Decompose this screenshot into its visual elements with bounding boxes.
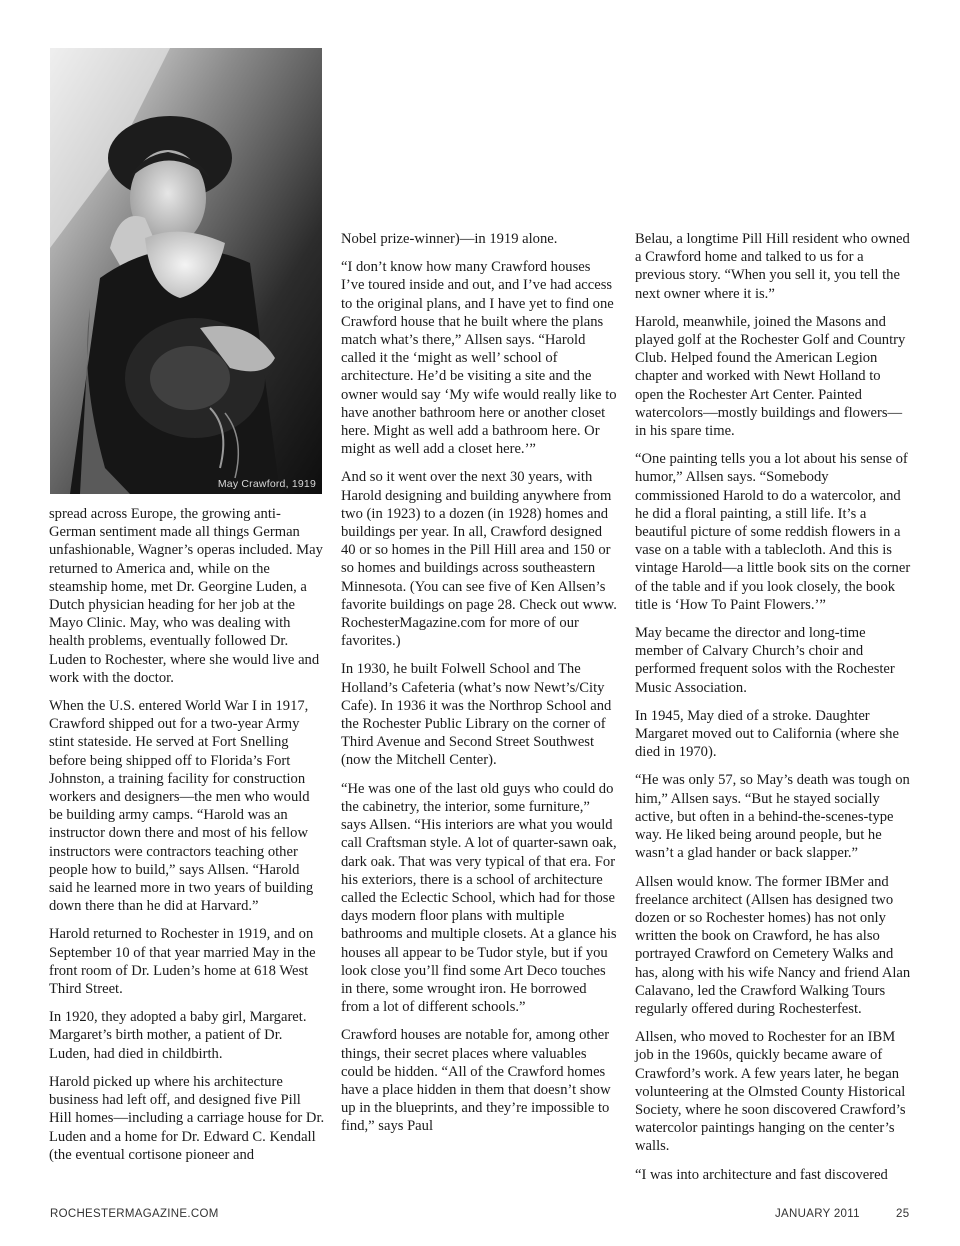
paragraph: May became the director and long-time member of Calvary Church’s choir and performed frequent solos with the Rochester Music Association. [635, 625, 895, 696]
paragraph: In 1945, May died of a stroke. Daughter Margaret moved out to California (where she died in 1970). [635, 707, 899, 761]
paragraph: Nobel prize-winner)—in 1919 alone. [341, 231, 558, 247]
paragraph: In 1920, they adopted a baby girl, Margaret. Margaret’s birth mother, a patient of Dr. Luden, had died in childbirth. [49, 1009, 307, 1062]
paragraph: Belau, a longtime Pill Hill resident who owned a Crawford home and talked to us for a previous story. “When you sell it, you tell the next owner where it is.” [635, 231, 910, 302]
paragraph: Harold, meanwhile, joined the Masons and played golf at the Rochester Golf and Country Club. Helped found the American Legion chapter and worked with Newt Holland to open the Rochester Art Center. Painted watercolors—mostly buildings and flowers—in his spare time. [635, 313, 906, 440]
paragraph: Allsen, who moved to Rochester for an IBM job in the 1960s, quickly became aware of Crawford’s work. A few years later, he began volunteering at the Olmsted County Historical Society, where he soon discovered Crawford’s watercolor paintings hanging on the center’s walls. [635, 1029, 906, 1155]
article-column-3 [635, 230, 911, 1194]
paragraph: “I don’t know how many Crawford houses I’ve toured inside and out, and I’ve had access to the original plans, and I have yet to find one Crawford house that he built where the plans match what’s there,” Allsen says. “Harold called it the ‘might as well’ school of architecture. He’d be visiting a site and the owner would say ‘My wife would really like to have another bathroom here or another closet here. Might as well add a bathroom here. Or might as well add a closet here.’” [341, 259, 617, 458]
paragraph: In 1930, he built Folwell School and The Holland’s Cafeteria (what’s now Newt’s/City Cafe). In 1936 it was the Northrop School and the Rochester Public Library on the corner of Third Avenue and Second Street Southwest (now the Mitchell Center). [341, 661, 612, 769]
paragraph: spread across Europe, the growing anti-German sentiment made all things German unfashionable, Wagner’s operas included. May returned to America and, while on the steamship home, met Dr. Georgine Luden, a Dutch physician heading for her job at the Mayo Clinic. May, who was dealing with health problems, eventually followed Dr. Luden to Rochester, where she would live and work with the doctor. [49, 506, 323, 686]
footer-site: ROCHESTERMAGAZINE.COM [50, 1208, 219, 1220]
paragraph: Crawford houses are notable for, among other things, their secret places where valuables could be hidden. “All of the Crawford homes have a place hidden in them that doesn’t show up in the blueprints, and they’re impossible to find,” says Paul [341, 1027, 611, 1135]
footer-date: JANUARY 2011 [775, 1208, 860, 1220]
paragraph: Harold returned to Rochester in 1919, and on September 10 of that year married May in the front room of Dr. Luden’s home at 618 West Third Street. [49, 926, 316, 998]
article-column-2 [341, 230, 617, 1146]
paragraph: “He was one of the last old guys who could do the cabinetry, the interior, some furniture,” says Allsen. “His interiors are what you would call Craftsman style. A lot of quarter-sawn oak, dark oak. That was very typical of that era. For his exteriors, there is a school of architecture called the Eclectic School, which had for those days modern floor plans with multiple bathrooms and multiple closets. At a glance his houses all appear to be Tudor style, but if you look close you’ll find some Art Deco touches in there, some wrought iron. He borrowed from a lot of different schools.” [341, 780, 617, 1016]
page-number: 25 [896, 1208, 910, 1220]
paragraph: “One painting tells you a lot about his sense of humor,” Allsen says. “Somebody commissioned Harold to do a watercolor, and he did a floral painting, a still life. It’s a beautiful picture of some reddish flowers in a vase on a table with a tablecloth. And this is vintage Harold—a little book sits on the corner of the table and if you look closely, the book title is ‘How To Paint Flowers.’” [635, 451, 911, 613]
paragraph: And so it went over the next 30 years, with Harold designing and building anywhere from two (in 1923) to a dozen (in 1928) homes and buildings per year. In all, Crawford designed 40 or so homes in the Pill Hill area and 150 or so homes and buildings across southeastern Minnesota. (You can see five of Ken Allsen’s favorite buildings on page 28. Check out www. RochesterMagazine.com for more of our favorites.) [341, 469, 617, 650]
paragraph: “He was only 57, so May’s death was tough on him,” Allsen says. “But he stayed socially active, but often in a behind-the-scenes-type way. He liked being around people, but he wasn’t a glad hander or back slapper.” [635, 772, 910, 862]
paragraph: Allsen would know. The former IBMer and freelance architect (Allsen has designed two dozen or so Rochester homes) has not only written the book on Crawford, he has also portrayed Crawford on Cemetery Walks and has, along with his wife Nancy and friend Alan Calavano, led the Crawford Walking Tours regularly offered during Rochesterfest. [635, 873, 911, 1017]
paragraph: “I was into architecture and fast discovered [635, 1166, 888, 1183]
portrait-photo [50, 48, 322, 494]
paragraph: Harold picked up where his architecture business had left off, and designed five Pill Hill homes—including a carriage house for Dr. Luden and a home for Dr. Edward C. Kendall (the eventual cortisone pioneer and [49, 1073, 325, 1163]
paragraph: When the U.S. entered World War I in 1917, Crawford shipped out for a two-year Army stint stateside. He served at Fort Snelling before being shipped off to Florida’s Fort Johnston, a training facility for construction workers and designers—the men who would be building army camps. “Harold was an instructor down there and most of his fellow instructors were contractors teaching other people how to build,” says Allsen. “Harold said he learned more in two years of building down there than he did at Harvard.” [49, 698, 314, 915]
article-column-1 [49, 505, 325, 1174]
photo-caption: May Crawford, 1919 [217, 478, 316, 490]
portrait-image [50, 48, 322, 494]
